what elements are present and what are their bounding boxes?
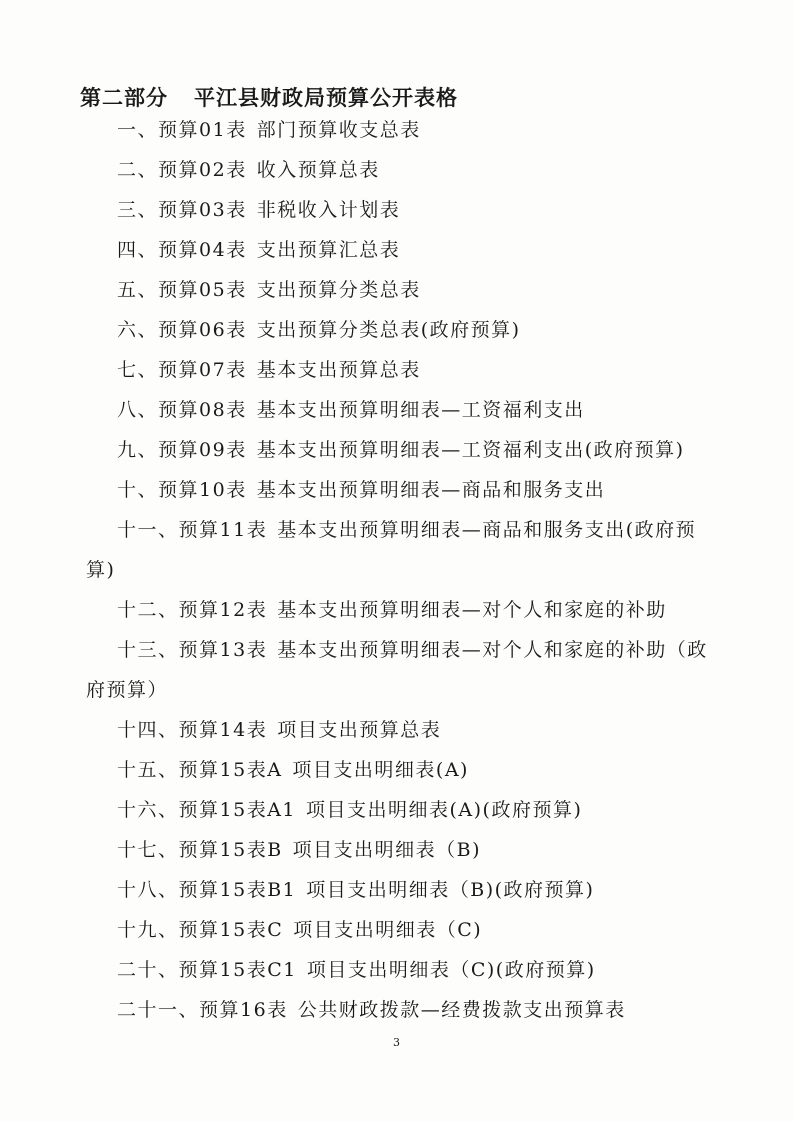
list-item-code: 预算05表 (158, 279, 247, 301)
list-item-title: 项目支出明细表（B)(政府预算) (306, 879, 595, 901)
list-item-code: 预算09表 (158, 439, 247, 461)
list-item (117, 718, 441, 742)
list-item-seq: 二、 (117, 159, 159, 181)
list-item-code: 预算10表 (158, 479, 247, 501)
list-item-seq: 十三、 (117, 639, 179, 661)
list-item-code: 预算01表 (158, 119, 247, 141)
list-item-seq: 十四、 (117, 719, 179, 741)
section-part: 第二部分 (80, 85, 168, 110)
list-item-code: 预算15表A1 (178, 799, 297, 821)
list-item-title: 非税收入计划表 (256, 199, 401, 221)
list-item-title: 支出预算分类总表(政府预算) (256, 319, 521, 341)
list-item (117, 238, 400, 262)
section-name: 平江县财政局预算公开表格 (194, 85, 458, 110)
list-item-code: 预算06表 (158, 319, 247, 341)
list-item-seq: 六、 (117, 319, 159, 341)
list-item-title: 支出预算分类总表 (256, 279, 421, 301)
list-item (117, 998, 626, 1022)
list-item-continuation: 算) (86, 559, 116, 581)
list-item-title: 项目支出明细表(A)(政府预算) (306, 799, 583, 821)
list-item-title: 部门预算收支总表 (256, 119, 421, 141)
list-item-title: 基本支出预算明细表—工资福利支出 (256, 399, 585, 421)
list-item (117, 958, 596, 982)
list-item-title: 基本支出预算明细表—商品和服务支出 (256, 479, 606, 501)
list-item (117, 278, 421, 302)
list-item-code: 预算11表 (178, 519, 268, 541)
section-title (80, 82, 458, 112)
list-item-code: 预算15表B (178, 839, 283, 861)
list-item-title: 项目支出预算总表 (277, 719, 442, 741)
list-item-title: 项目支出明细表(A) (292, 759, 469, 781)
list-item-code: 预算15表A (178, 759, 283, 781)
list-item (117, 638, 708, 662)
list-item-seq: 七、 (117, 359, 159, 381)
list-item-title: 基本支出预算总表 (256, 359, 421, 381)
list-item-seq: 十八、 (117, 879, 179, 901)
list-item-title: 项目支出明细表（C) (293, 919, 483, 941)
list-item-title: 基本支出预算明细表—对个人和家庭的补助（政 (277, 639, 708, 661)
list-item-code: 预算04表 (158, 239, 247, 261)
list-item-seq: 十六、 (117, 799, 179, 821)
page-number: 3 (393, 1036, 400, 1049)
list-item (117, 798, 582, 822)
list-item (117, 838, 481, 862)
list-item-code: 预算14表 (178, 719, 268, 741)
list-item-title: 基本支出预算明细表—工资福利支出(政府预算) (256, 439, 685, 461)
list-item-code: 预算12表 (178, 599, 268, 621)
list-item (117, 878, 594, 902)
list-item-title: 收入预算总表 (256, 159, 380, 181)
list-item-title: 支出预算汇总表 (256, 239, 401, 261)
list-item-code: 预算03表 (158, 199, 247, 221)
list-item-seq: 五、 (117, 279, 159, 301)
list-item (117, 398, 585, 422)
list-item-code: 预算15表C (178, 919, 284, 941)
list-item-seq: 十一、 (117, 519, 179, 541)
list-item-seq: 四、 (117, 239, 159, 261)
list-item-code: 预算08表 (158, 399, 247, 421)
list-item (117, 158, 380, 182)
list-item-code: 预算02表 (158, 159, 247, 181)
list-item-seq: 三、 (117, 199, 159, 221)
list-item (117, 438, 685, 462)
list-item-code: 预算07表 (158, 359, 247, 381)
list-item-seq: 十二、 (117, 599, 179, 621)
list-item-continuation: 府预算） (86, 679, 169, 701)
list-item (117, 518, 696, 542)
list-item-title: 基本支出预算明细表—商品和服务支出(政府预 (277, 519, 697, 541)
list-item-seq: 十五、 (117, 759, 179, 781)
list-item-seq: 十、 (117, 479, 159, 501)
list-item-title: 基本支出预算明细表—对个人和家庭的补助 (277, 599, 667, 621)
list-item (117, 318, 521, 342)
list-item-seq: 二十一、 (117, 999, 200, 1021)
list-item-title: 项目支出明细表（C)(政府预算) (306, 959, 596, 981)
list-item-code: 预算13表 (178, 639, 268, 661)
list-item-seq: 十九、 (117, 919, 179, 941)
list-item-seq: 二十、 (117, 959, 179, 981)
list-item (117, 918, 482, 942)
list-item (117, 478, 605, 502)
list-item (117, 198, 400, 222)
list-item-title: 项目支出明细表（B) (292, 839, 482, 861)
list-item (117, 358, 421, 382)
list-item-code: 预算15表B1 (178, 879, 297, 901)
list-item-code: 预算16表 (199, 999, 288, 1021)
list-item-seq: 十七、 (117, 839, 179, 861)
list-item-code: 预算15表C1 (178, 959, 297, 981)
list-item (117, 758, 469, 782)
list-item-title: 公共财政拨款—经费拨款支出预算表 (297, 999, 626, 1021)
list-item-seq: 八、 (117, 399, 159, 421)
list-item (117, 118, 421, 142)
list-item (117, 598, 667, 622)
list-item-seq: 一、 (117, 119, 159, 141)
list-item-seq: 九、 (117, 439, 159, 461)
